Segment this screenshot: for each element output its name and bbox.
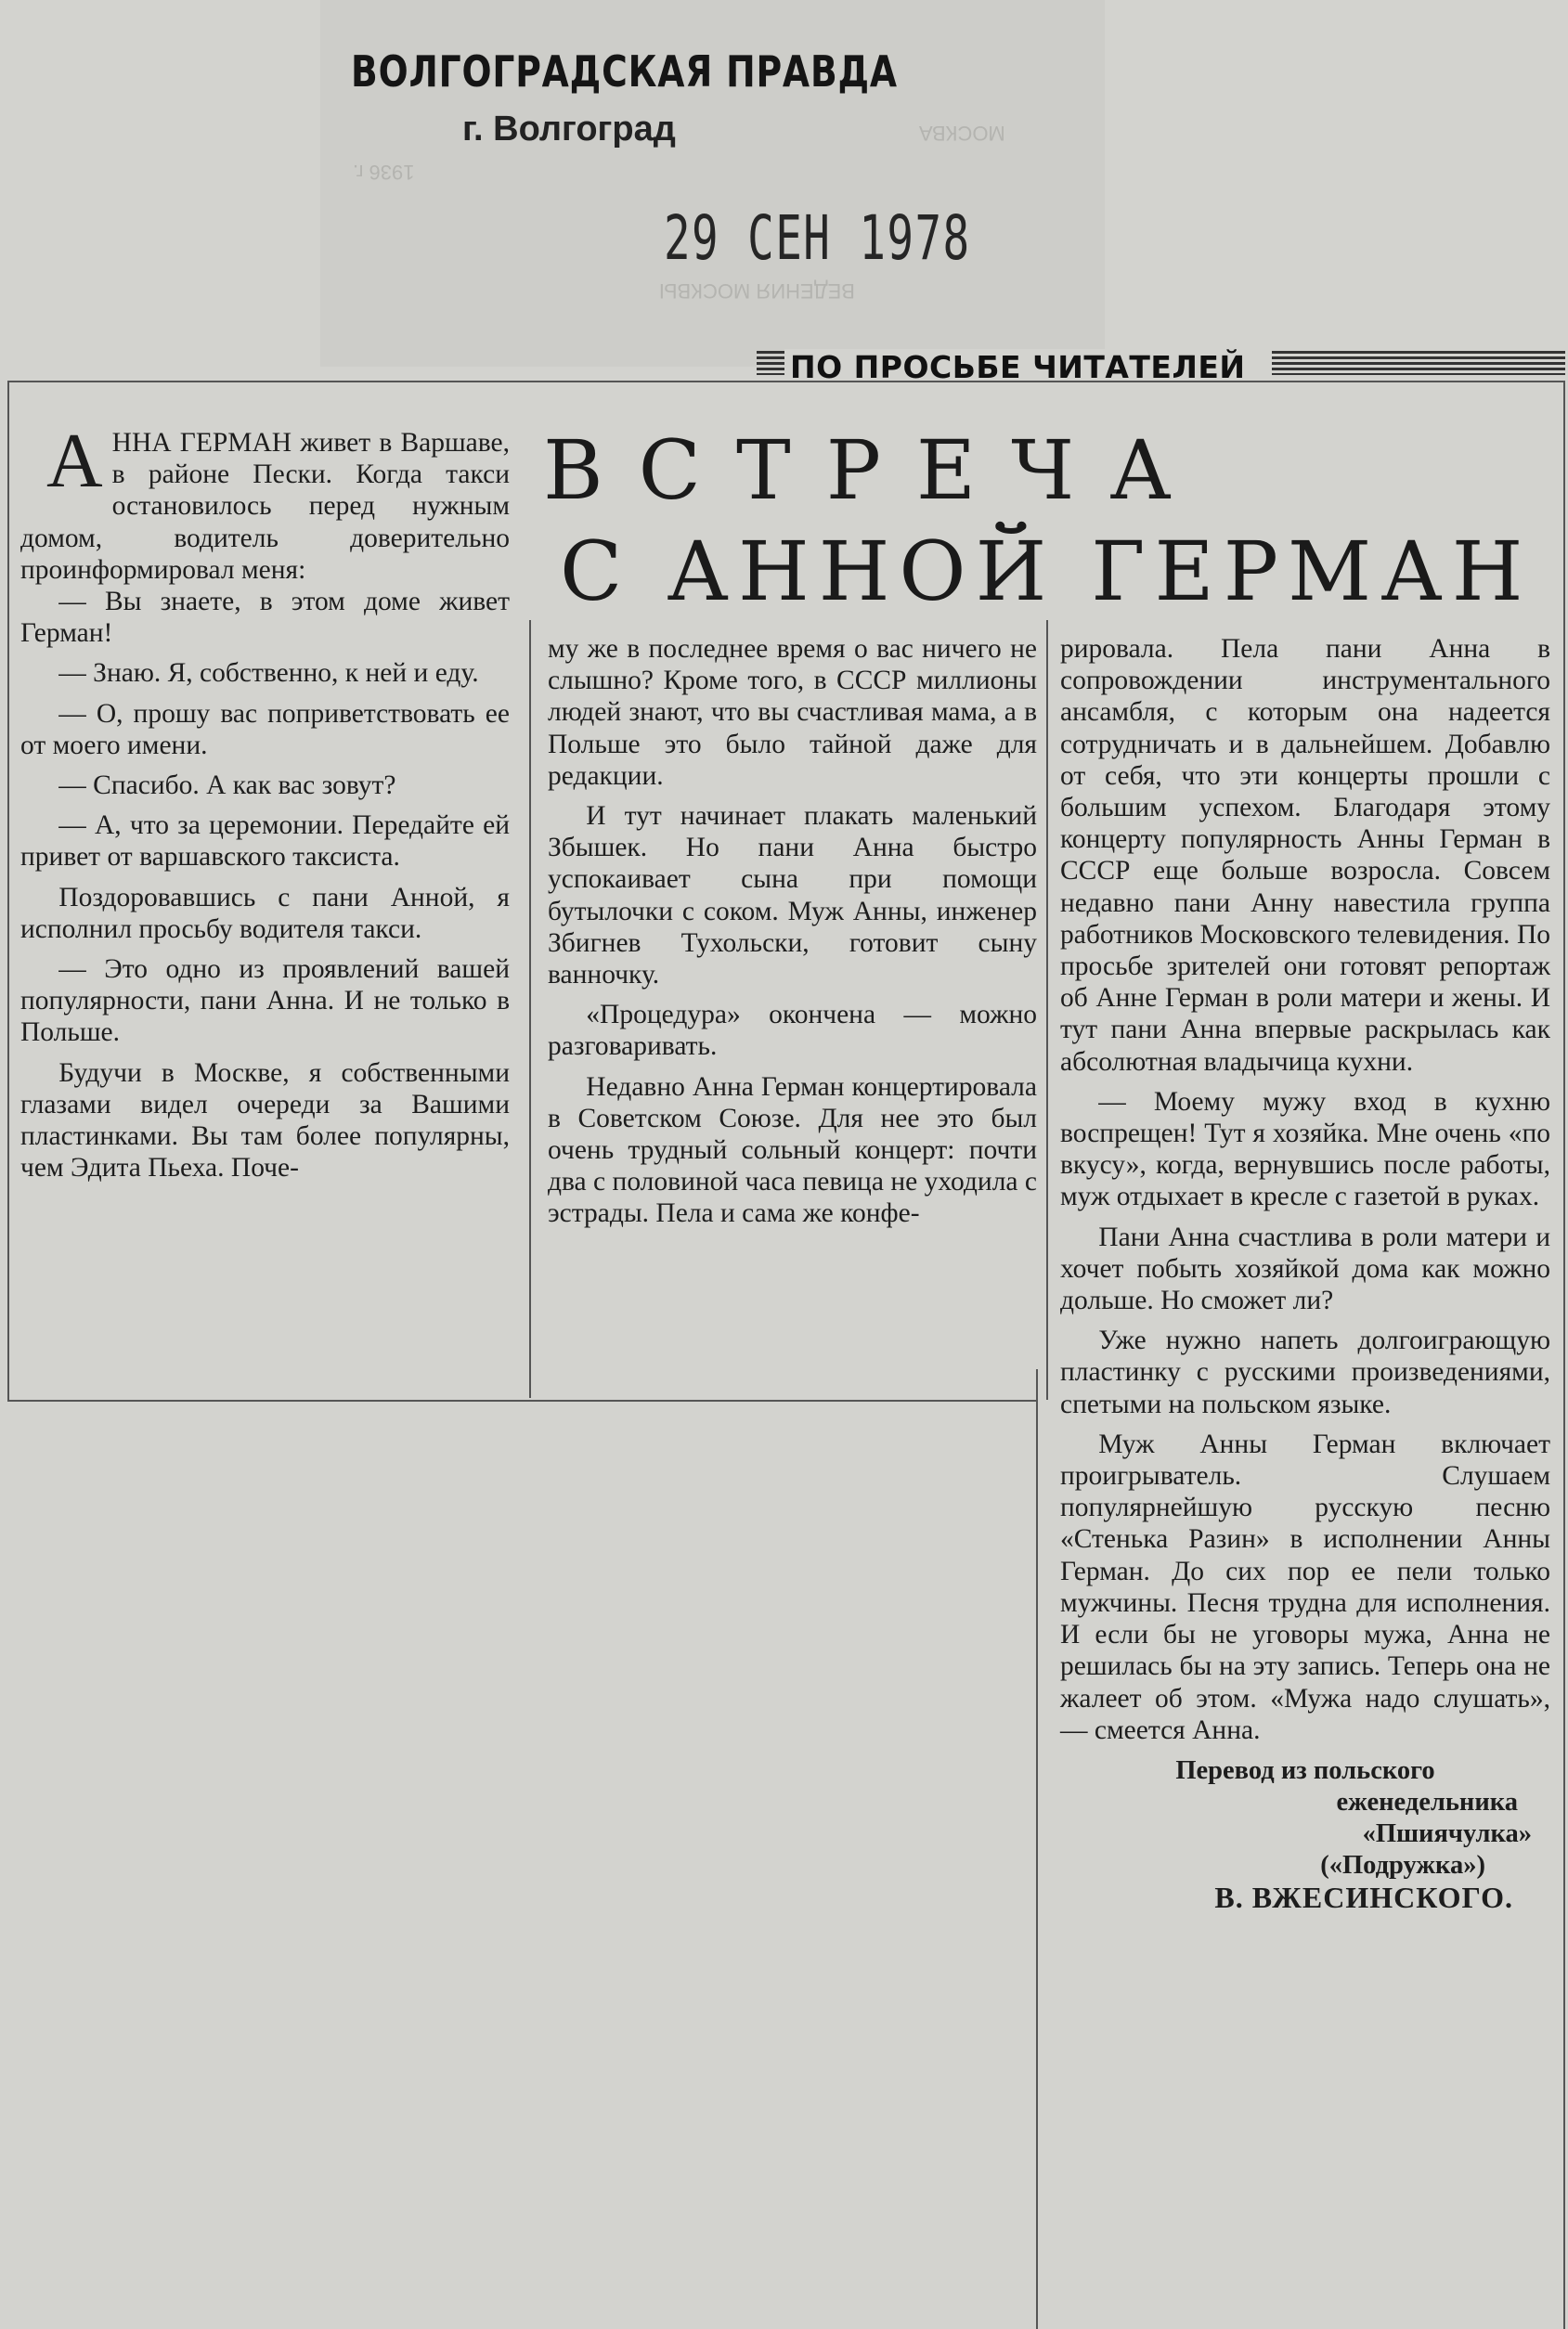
article-title-line1: ВСТРЕЧА [543,422,1207,518]
paragraph: рировала. Пела пани Анна в сопровождении инструментального ансамбля, с которым она надеется сотрудничать и в дальнейшем. Добавлю от себя, что эти концерты прошли с большим успехом. Благодаря этому концерту популярность Анны Герман в СССР еще больше возросла. Совсем недавно пани Анну навестила группа работников Московского телевидения. По просьбе зрителей они готовят репортаж об Анне Герман в роли матери и жены. И тут пани Анна впервые раскрылась как абсолютная владычица кухни. [1060,634,1550,1077]
paragraph: — Моему мужу вход в кухню воспрещен! Тут я хозяйка. Мне очень «по вкусу», когда, вернувшись после работы, муж отдыхает в кресле с газетой в руках. [1060,1086,1550,1212]
paragraph: — Знаю. Я, собственно, к ней и еду. [58,658,479,689]
bleed-through-text: 1936 г. [353,161,415,184]
bleed-through-text: ВЕДЕНИЯ МОСКВЫ [659,279,855,303]
article-column-1 [20,418,510,1184]
paragraph-text: ННА ГЕРМАН живет в Варшаве, в районе Пески. Когда такси остановилось перед нужным домом, водитель доверительно проинформировал меня: [20,428,510,585]
paragraph: Пани Анна счастлива в роли матери и хочет побыть хозяйкой дома как можно дольше. Но сможет ли? [1060,1222,1550,1316]
paragraph: — Вы знаете, в этом доме живет Герман! [20,587,510,649]
newspaper-name: ВОЛГОГРАДСКАЯ ПРАВДА [351,46,898,97]
date-stamp: 29 СЕН 1978 [664,202,971,274]
paragraph: — Это одно из проявлений вашей популярности, пани Анна. И не только в Польше. [20,954,510,1048]
byline-author: В. ВЖЕСИНСКОГО. [1214,1880,1513,1914]
byline-line: «Пшиячулка» [1362,1818,1532,1848]
column-rule [1046,620,1048,1400]
paragraph: «Процедура» окончена — можно разговаривать. [548,1000,1037,1062]
bleed-through-text: МОСКВА [919,122,1005,145]
byline-line: еженедельника [1336,1787,1518,1817]
paragraph: И тут начинает плакать маленький Збышек. Но пани Анна быстро успокаивает сына при помощи бутылочки с соком. Муж Анны, инженер Збигнев Тухольски, готовит сыну ванночку. [548,801,1037,990]
rubric-rule-right [1272,351,1565,375]
rubric-label: ПО ПРОСЬБЕ ЧИТАТЕЛЕЙ [784,349,1251,385]
article-title-line2: С АННОЙ ГЕРМАН [560,524,1533,619]
paragraph: Поздоровавшись с пани Анной, я исполнил просьбу водителя такси. [20,882,510,944]
paragraph: — А, что за церемонии. Передайте ей привет от варшавского таксиста. [20,810,510,873]
paragraph: Будучи в Москве, я собственными глазами видел очереди за Вашими пластинками. Вы там более популярны, чем Эдита Пьеха. Поче- [20,1057,510,1184]
paragraph: — О, прошу вас поприветствовать ее от моего имени. [20,698,510,760]
paragraph: Уже нужно напеть долгоиграющую пластинку с русскими произведениями, спетыми на польском языке. [1060,1326,1550,1419]
byline-line: («Подружка») [1320,1850,1485,1880]
paragraph: Муж Анны Герман включает проигрыватель. Слушаем популярнейшую русскую песню «Стенька Разин» в исполнении Анны Герман. До сих пор ее пели только мужчины. Песня трудна для исполнения. И если бы не уговоры мужа, Анна не решилась бы на эту запись. Теперь она не жалеет об этом. «Мужа надо слушать», — смеется Анна. [1060,1429,1550,1745]
byline-line: Перевод из польского [1175,1755,1435,1785]
paragraph: — Спасибо. А как вас зовут? [58,770,396,801]
byline [1060,1755,1550,1913]
column-rule [529,620,531,1398]
newspaper-city: г. Волгоград [462,110,676,149]
paragraph: Недавно Анна Герман концертировала в Советском Союзе. Для нее это был очень трудный сольный концерт: почти два с половиной часа певица не уходила с эстрады. Пела и сама же конфе- [548,1071,1037,1229]
paragraph: му же в последнее время о вас ничего не слышно? Кроме того, в СССР миллионы людей знают, что вы счастливая мама, а в Польше это было тайной даже для редакции. [548,634,1037,791]
article-column-3 [1060,633,1550,1913]
article-column-2 [548,633,1037,1230]
paragraph [20,418,510,586]
article-frame-bottom [7,1400,1038,1402]
drop-cap: А [46,418,103,504]
